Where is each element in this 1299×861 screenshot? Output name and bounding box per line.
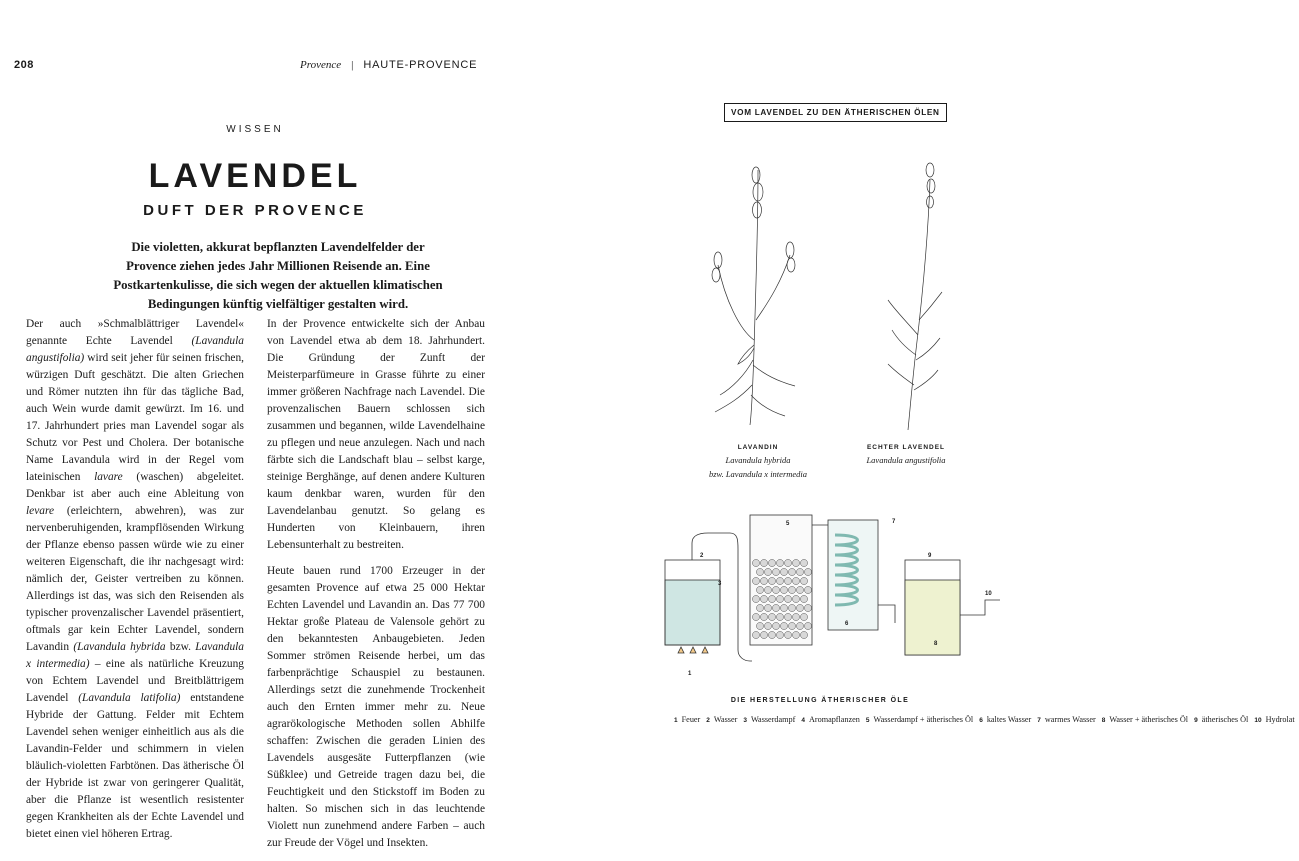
- legend-label: Feuer: [681, 715, 701, 724]
- text-segment: (erleichtern, abwehren), was zur nervenberuhigenden, krampflösenden Wirkung der Pflanze ebenso passen würde wie zu einer weiteren Eigenschaft, die ihr nachgesagt wird: nämlich der, Geister vertreiben zu können. Allerdings ist das, was sich den Reisenden als typischer provenzalischer Lavendel präsentiert, oftmals gar kein Echter Lavendel, sondern Lavandin: [26, 505, 244, 653]
- legend-label: warmes Wasser: [1044, 715, 1096, 724]
- body-paragraph: In der Provence entwickelte sich der Anbau von Lavendel etwa ab dem 18. Jahrhundert. Die Gründung der Zunft der Meisterparfümeure in Grasse führte zu einer immer größeren Nachfrage nach Lavendel. Die provenzalischen Bauern schlossen sich zusammen und begannen, wilde Lavendelhaine zu pflegen und neue anzulegen. Nach und nach färbte sich die Landschaft blau – selbst karge, steinige Berghänge, auf denen andere Kulturen kaum denkbar waren, wurden für den Lavendelanbau genutzt. So gelang es Hunderten von Kleinbauern, ihren Lebensunterhalt zu bestreiten.: [267, 318, 485, 551]
- plant-latin: Lavandula angustifolia: [866, 455, 946, 465]
- plant-caption-lavandin: [688, 444, 828, 479]
- svg-text:9: 9: [928, 553, 932, 559]
- lavandin-illustration: [712, 167, 795, 425]
- legend-number: 1: [674, 717, 678, 724]
- header-separator: |: [351, 59, 354, 71]
- legend-number: 8: [1101, 717, 1106, 724]
- legend-label: Wasser + ätherisches Öl: [1109, 715, 1189, 724]
- hydrolat: [905, 580, 960, 655]
- water-tank: [665, 580, 720, 645]
- svg-text:2: 2: [700, 553, 704, 559]
- plant-latin: Lavandula hybrida: [725, 455, 791, 465]
- legend-item: [706, 715, 739, 724]
- legend-label: kaltes Wasser: [986, 715, 1032, 724]
- legend-number: 2: [706, 717, 710, 724]
- legend-number: 7: [1037, 717, 1041, 724]
- legend-label: Wasserdampf + ätherisches Öl: [873, 715, 974, 724]
- legend-item: [674, 715, 702, 724]
- header-region: HAUTE-PROVENCE: [363, 59, 478, 71]
- running-header: [300, 59, 600, 71]
- legend-number: 9: [1194, 717, 1198, 724]
- legend-item: [1102, 715, 1190, 724]
- legend-number: 3: [743, 717, 747, 724]
- legend-item: [1254, 715, 1296, 724]
- text-segment: (Lavandula hybrida: [73, 641, 166, 653]
- legend-label: Wasser: [713, 715, 738, 724]
- page-number: 208: [14, 59, 34, 71]
- legend-label: ätherisches Öl: [1201, 715, 1249, 724]
- svg-text:7: 7: [892, 519, 896, 525]
- diagram-legend: [672, 713, 1295, 728]
- text-segment: (Lavandula latifolia): [78, 692, 181, 704]
- legend-label: Aromapflanzen: [808, 715, 860, 724]
- svg-text:6: 6: [845, 621, 849, 627]
- legend-item: [743, 715, 797, 724]
- lead-paragraph: Die violetten, akkurat bepflanzten Lavendelfelder der Provence ziehen jedes Jahr Millionen Reisende an. Eine Postkartenkulisse, die sich wegen der aktuellen klimatischen Bedingungen künftig vielfältiger gestalten wird.: [113, 240, 443, 311]
- plant-name: ECHTER LAVENDEL: [866, 444, 946, 451]
- svg-text:10: 10: [985, 591, 992, 597]
- legend-number: 10: [1254, 717, 1262, 724]
- plant-latin-alt: bzw. Lavandula x intermedia: [708, 469, 808, 479]
- article-subtitle: DUFT DER PROVENCE: [143, 202, 367, 219]
- text-segment: (Lavandula angustifolia): [26, 335, 244, 364]
- infographic-label: VOM LAVENDEL ZU DEN ÄTHERISCHEN ÖLEN: [724, 103, 947, 122]
- legend-label: Hydrolat: [1265, 715, 1295, 724]
- svg-text:8: 8: [934, 641, 938, 647]
- text-segment: Lavandula x intermedia): [26, 641, 244, 670]
- distillation-diagram: [660, 505, 1000, 690]
- text-column-2: [267, 316, 485, 861]
- text-segment: bzw.: [165, 641, 196, 653]
- legend-number: 5: [865, 717, 870, 724]
- svg-text:5: 5: [786, 521, 790, 527]
- text-segment: (waschen) abgeleitet. Denkbar ist aber auch eine Ableitung von: [26, 471, 244, 500]
- body-paragraph: Heute bauen rund 1700 Erzeuger in der gesamten Provence auf etwa 25 000 Hektar Echten Lavendel und Lavandin an. Das 77 700 Hektar große Plateau de Valensole gehört zu den bekanntesten Anbaugebieten. Jeden Sommer strömen Reisende herbei, um das farbenprächtige Schauspiel zu bestaunen. Allerdings setzt die zunehmende Trockenheit auch den Ernten immer mehr zu. Neue agrarökologische Methoden sollen Abhilfe schaffen: Zwischen die geraden Linien des Lavendels ausgesäte Futterpflanzen (wie Süßklee) und Getreide tragen dazu bei, die Feuchtigkeit und den Stickstoff im Boden zu halten. So mischen sich in das leuchtende Violett nun zunehmend andere Farben – auch zur Freude der Vögel und Insekten.: [267, 565, 485, 849]
- legend-item: [866, 715, 975, 724]
- header-section: Provence: [300, 59, 342, 71]
- legend-label: Wasserdampf: [750, 715, 796, 724]
- legend-item: [801, 715, 862, 724]
- legend-number: 6: [979, 717, 983, 724]
- aromatic-plants: [752, 559, 811, 638]
- plant-caption-echter-lavendel: [836, 444, 976, 465]
- text-segment: – eine als natürliche Kreuzung von Echtem Lavendel und Breitblättrigem Lavendel: [26, 658, 245, 704]
- text-segment: wird seit jeher für seinen frischen, würzigen Duft geschätzt. Die alten Griechen und Römer nutzten ihn für das tägliche Bad, auch Wein wurde damit gewürzt. Im 16. und 17. Jahrhundert pries man Lavendel sogar als Schutz vor Pest und Cholera. Der botanische Name Lavandula wird in der Regel vom lateinischen: [26, 352, 244, 483]
- lavender-plants-illustration: [690, 150, 970, 440]
- diagram-title: DIE HERSTELLUNG ÄTHERISCHER ÖLE: [730, 697, 910, 704]
- echter-lavendel-illustration: [888, 163, 942, 430]
- svg-text:3: 3: [718, 581, 722, 587]
- fire-icon: [678, 647, 708, 653]
- text-segment: lavare: [94, 471, 123, 483]
- text-segment: Der auch »Schmalblättriger Lavendel« genannte Echte Lavendel: [26, 318, 244, 347]
- kicker: WISSEN: [226, 124, 284, 135]
- body-paragraph: [26, 316, 244, 843]
- legend-number: 4: [801, 717, 805, 724]
- legend-item: [1194, 715, 1250, 724]
- legend-item: [979, 715, 1033, 724]
- plant-name: LAVANDIN: [737, 444, 779, 451]
- legend-item: [1037, 715, 1097, 724]
- svg-text:1: 1: [688, 671, 692, 677]
- text-segment: entstandene Hybride der Gattung. Felder mit Echtem Lavendel sehen weniger einheitlich aus als die Lavandin-Felder und schimmern in vielen bläulich-violetten Farbtönen. Das ätherische Öl der Hybride ist zwar von geringerer Qualität, aber die Pflanze ist wesentlich resistenter gegen Krankheiten als der Echte Lavendel und bietet einen viel höheren Ertrag.: [26, 692, 244, 840]
- text-column-1: [26, 316, 244, 852]
- text-segment: levare: [26, 505, 55, 517]
- article-title: LAVENDEL: [148, 157, 362, 195]
